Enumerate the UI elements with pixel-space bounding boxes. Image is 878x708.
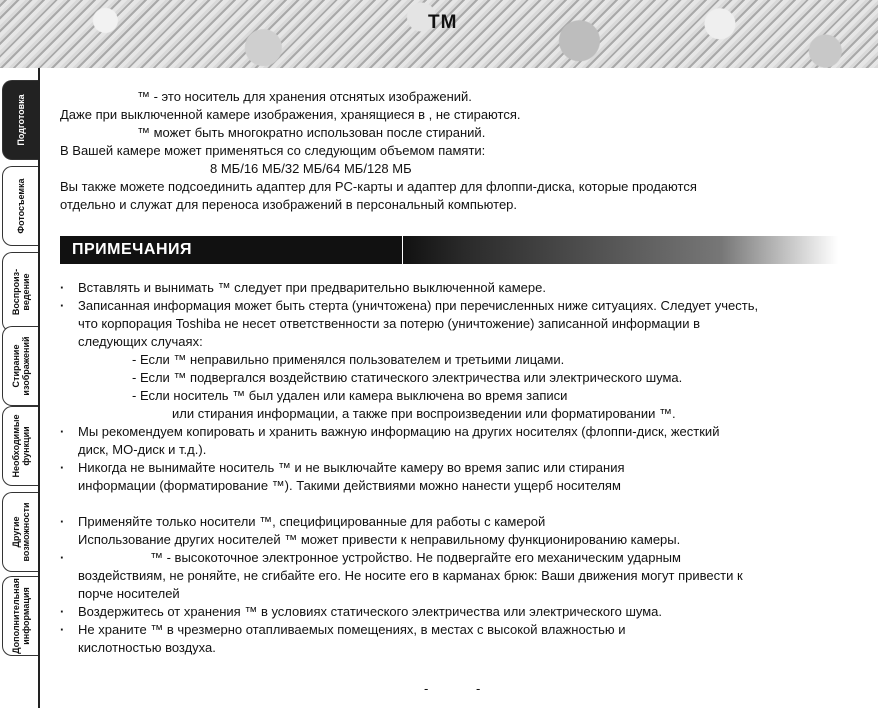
tab-label: Другие возможности [10,502,31,562]
header-divider [402,236,403,264]
note-item: · Не храните ™ в чрезмерно отапливаемых помещениях, в местах с высокой влажностью и [60,621,840,639]
spacer [60,495,840,513]
tab-functions[interactable] [2,406,38,486]
note-item: · Вставлять и вынимать ™ следует при предварительно выключенной камере. [60,279,840,297]
note-item: · ™ - высокоточное электронное устройство. Не подвергайте его механическим ударным [60,549,840,567]
note-subitem-cont: или стирания информации, а также при воспроизведении или форматировании ™. [172,406,676,421]
section-title: ПРИМЕЧАНИЯ [72,241,193,258]
note-line: кислотностью воздуха. [78,640,216,655]
note-line: следующих случаях: [78,334,203,349]
tab-label: Необходимые функции [10,414,31,478]
intro-line: отдельно и служат для переноса изображений в персональный компьютер. [60,197,518,212]
note-line: что корпорация Toshiba не несет ответственности за потерю (уничтожение) записанной информации в [78,316,700,331]
notes-list [60,279,840,657]
tab-label: Подготовка [15,94,26,146]
tab-label: Воспроиз- ведение [10,268,31,316]
tab-label: Фотосъемка [15,178,26,234]
intro-line: ™ - это носитель для хранения отснятых изображений. [137,89,472,104]
tab-shooting[interactable] [2,166,38,246]
header-banner [0,0,878,68]
note-item: · Воздержитесь от хранения ™ в условиях статического электричества или электрического шума. [60,603,840,621]
note-item: · Записанная информация может быть стерта (уничтожена) при перечисленных ниже ситуациях. Следует учесть, [60,297,840,315]
tab-preparation[interactable] [2,80,38,160]
notes-header [60,236,838,264]
note-line: диск, МО-диск и т.д.). [78,442,207,457]
note-subitem: - Если носитель ™ был удален или камера выключена во время записи [132,388,568,403]
note-line: информации (форматирование ™). Такими действиями можно нанести ущерб носителям [78,478,621,493]
tab-label: Стирание изображений [10,336,31,396]
intro-line: Даже при выключенной камере изображения, хранящиеся в , не стираются. [60,107,521,122]
note-line: Использование других носителей ™ может привести к неправильному функционированию камеры. [78,532,681,547]
tab-other[interactable] [2,492,38,572]
note-item: · Мы рекомендуем копировать и хранить важную информацию на других носителях (флоппи-диск, жесткий [60,423,840,441]
note-line: воздействиям, не роняйте, не сгибайте его. Не носите его в карманах брюк: Ваши движения могут привести к [78,568,743,583]
tab-additional-info[interactable] [2,576,38,656]
intro-line: 8 МБ/16 МБ/32 МБ/64 МБ/128 МБ [210,161,412,176]
intro-line: ™ может быть многократно использован после стираний. [137,125,486,140]
tab-erasing[interactable] [2,326,38,406]
note-subitem: - Если ™ неправильно применялся пользователем и третьими лицами. [132,352,565,367]
tab-playback[interactable] [2,252,38,332]
page-number: - - [424,681,503,696]
tab-label: Дополнительная информация [10,578,31,654]
note-line: порче носителей [78,586,180,601]
note-subitem: - Если ™ подвергался воздействию статического электричества или электрического шума. [132,370,683,385]
note-item: · Никогда не вынимайте носитель ™ и не выключайте камеру во время запис или стирания [60,459,840,477]
intro-line: Вы также можете подсоединить адаптер для PC-карты и адаптер для флоппи-диска, которые продаются [60,179,697,194]
sidebar-tabs [0,68,40,708]
note-item: · Применяйте только носители ™, специфицированные для работы с камерой [60,513,840,531]
intro-text [60,88,840,214]
banner-title: TM [428,12,458,33]
intro-line: В Вашей камере может применяться со следующим объемом памяти: [60,143,486,158]
